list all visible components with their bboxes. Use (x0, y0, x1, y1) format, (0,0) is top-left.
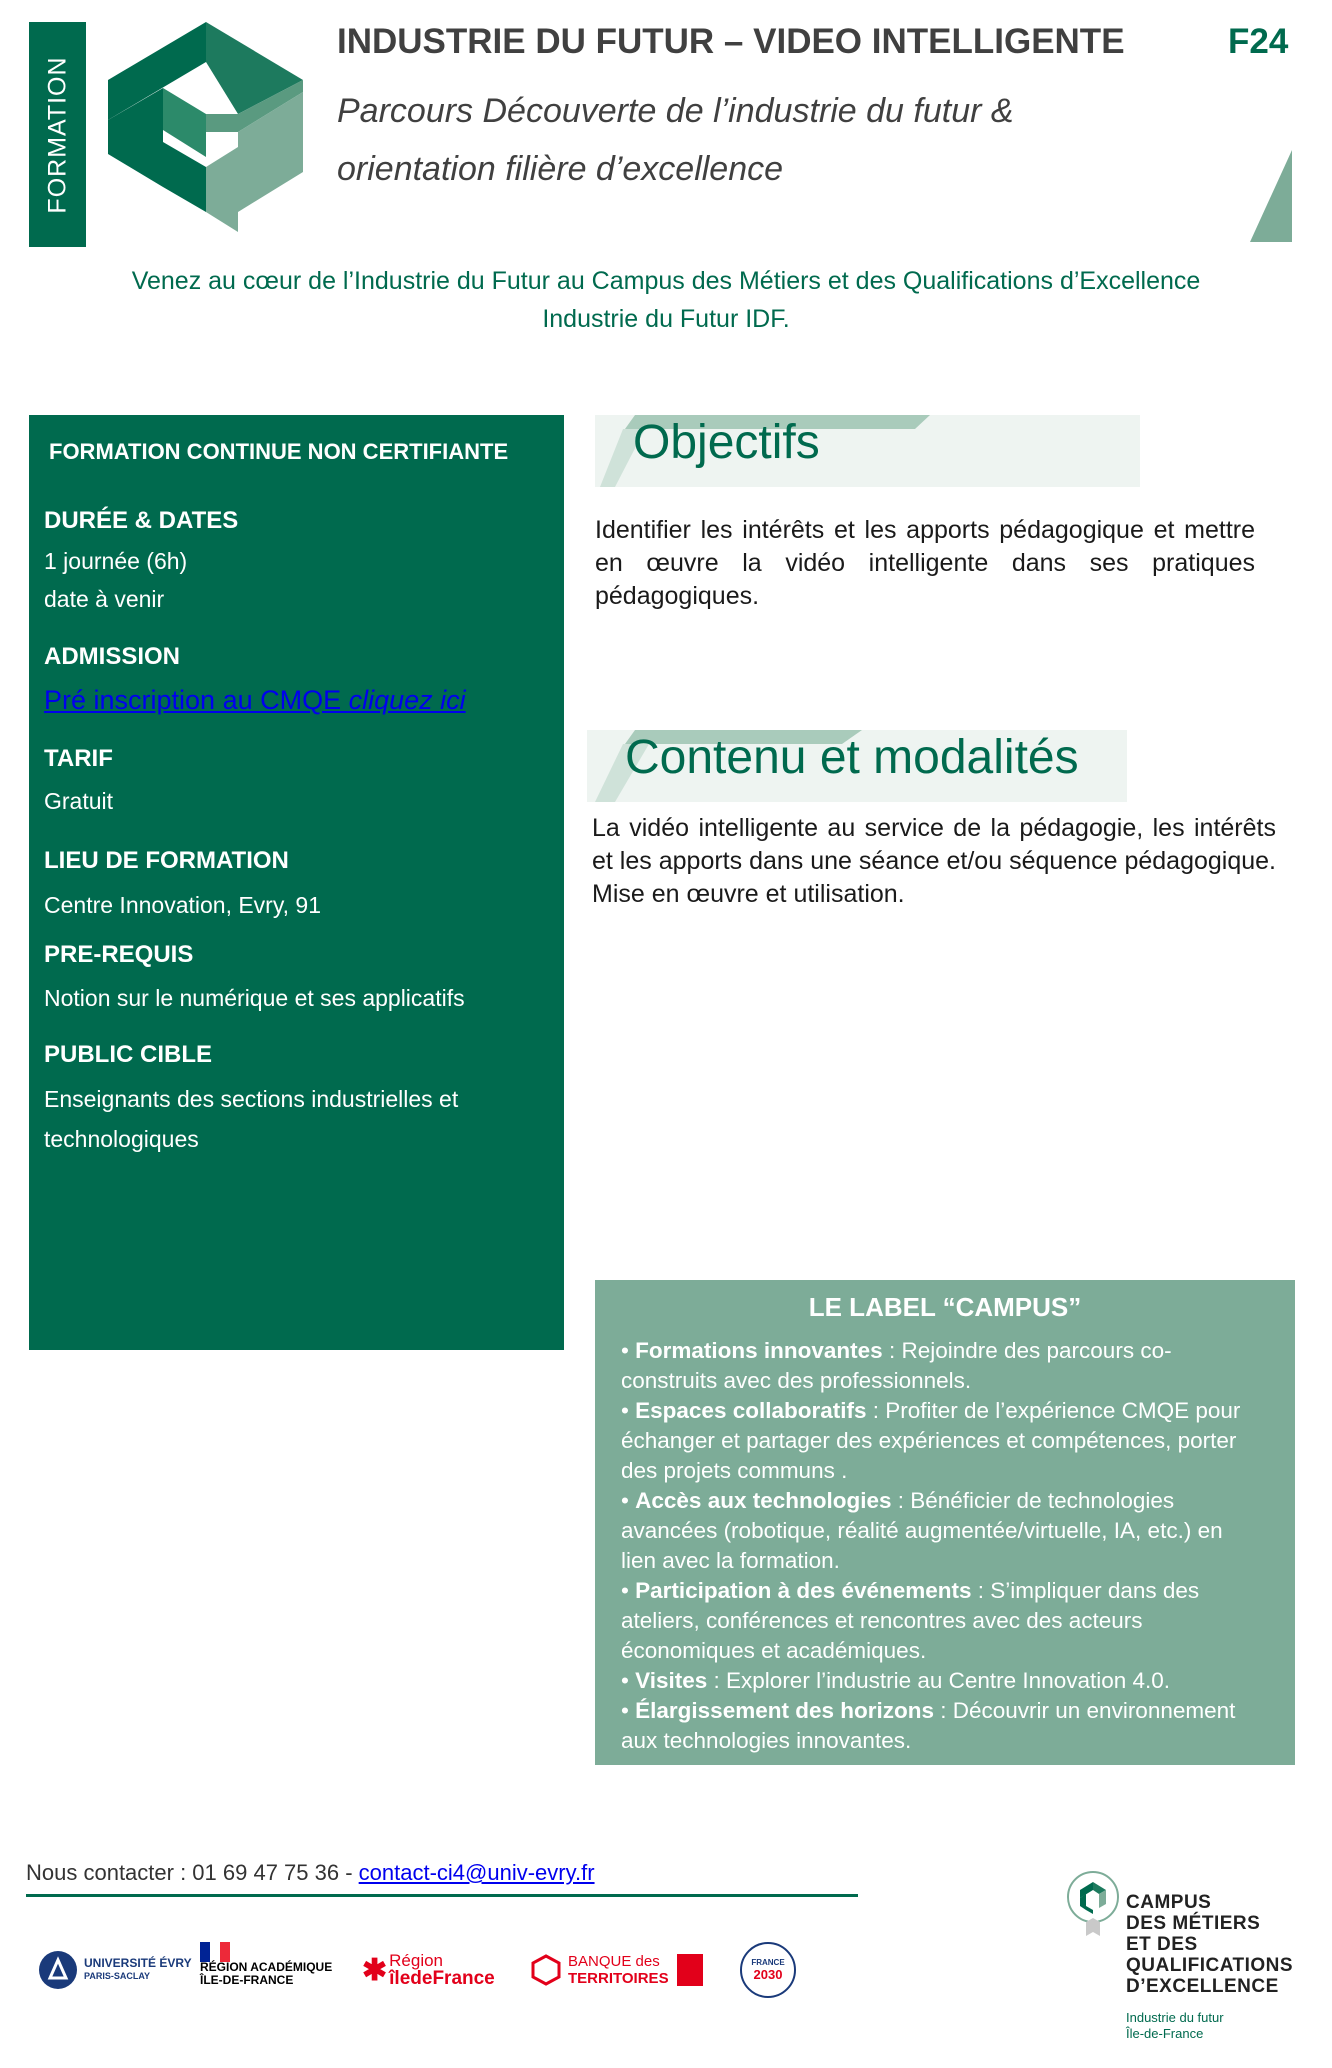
list-item: • Accès aux technologies : Bénéficier de technologies avancées (robotique, réalité augmentée/virtuelle, IA, etc.) en lien avec la formation. (621, 1488, 1223, 1573)
list-item: • Participation à des événements : S’impliquer dans des ateliers, conférences et rencontres avec des acteurs économiques et académiques. (621, 1578, 1200, 1663)
cliquez-ici-text: cliquez ici (348, 685, 466, 715)
caisse-depots-icon (677, 1954, 703, 1986)
corner-triangle-icon (1250, 150, 1292, 242)
info-panel (29, 415, 564, 1350)
objectifs-text: Identifier les intérêts et les apports pédagogique et mettre en œuvre la vidéo intelligente dans ses pratiques pédagogiques. (595, 516, 1255, 610)
preinscription-link[interactable] (44, 685, 466, 716)
campus-sub-line: Île-de-France (1126, 2026, 1204, 2041)
france-2030-line2: 2030 (753, 1967, 783, 1982)
region-academique-logo (200, 1940, 332, 2000)
item-text: : S’impliquer dans des ateliers, conférences et rencontres avec des acteurs économiques et académiques. (621, 1578, 1200, 1663)
formation-code: F24 (1228, 22, 1289, 61)
evry-line1: UNIVERSITÉ ÉVRY (84, 1956, 192, 1970)
list-item: • Élargissement des horizons : Découvrir un environnement aux technologies innovantes. (621, 1698, 1236, 1753)
subtitle-line: Parcours Découverte de l’industrie du futur & (337, 92, 1014, 130)
label-campus-box (595, 1280, 1295, 1765)
campus-line: CAMPUS (1126, 1892, 1212, 1913)
item-text: : Bénéficier de technologies avancées (robotique, réalité augmentée/virtuelle, IA, etc.) en lien avec la formation. (621, 1488, 1223, 1573)
preinscription-link-text: Pré inscription au CMQE (44, 685, 349, 715)
marianne-flag-icon (200, 1942, 230, 1962)
campus-line: ET DES (1126, 1934, 1198, 1955)
item-bold: Accès aux technologies (635, 1488, 892, 1513)
region-idf-line1: Région (389, 1951, 444, 1970)
footer-divider (26, 1894, 858, 1897)
page-title: INDUSTRIE DU FUTUR – VIDEO INTELLIGENTE (337, 22, 1125, 61)
public-value: Enseignants des sections industrielles et technologiques (44, 1086, 459, 1152)
banque-line2: TERRITOIRES (568, 1970, 669, 1987)
campus-cube-logo-icon (108, 22, 303, 232)
france-2030-badge-icon (740, 1942, 796, 1998)
side-label: FORMATION (43, 55, 71, 214)
tarif-value: Gratuit (44, 788, 114, 814)
prerequis-heading: PRE-REQUIS (44, 941, 194, 968)
region-acad-line1: RÉGION ACADÉMIQUE (200, 1960, 333, 1974)
contact-phone: Nous contacter : 01 69 47 75 36 - (26, 1860, 359, 1885)
item-text: : Profiter de l’expérience CMQE pour échanger et partager des expériences et compétences, porter des projets communs . (621, 1398, 1241, 1483)
label-list (621, 1336, 1261, 1756)
banque-line1: BANQUE des (568, 1953, 660, 1970)
campus-sub-line: Industrie du futur (1126, 2010, 1224, 2025)
item-text: : Découvrir un environnement aux technologies innovantes. (621, 1698, 1236, 1753)
star-icon: ✱ (362, 1953, 388, 1987)
region-idf-line2: îledeFrance (389, 1968, 495, 1989)
objectifs-banner (595, 415, 1140, 487)
list-item: • Formations innovantes : Rejoindre des parcours co-construits avec des professionnels. (621, 1338, 1172, 1393)
campus-badge-icon (1066, 1870, 1120, 1940)
subtitle-line: orientation filière d’excellence (337, 150, 784, 188)
label-title: LE LABEL “CAMPUS” (808, 1292, 1082, 1322)
contenu-text: La vidéo intelligente au service de la pédagogie, les intérêts et les apports dans une séance et/ou séquence pédagogique. Mise en œuvre et utilisation. (592, 814, 1276, 908)
item-bold: Formations innovantes (635, 1338, 883, 1363)
hexagon-icon (530, 1954, 562, 1986)
banque-territoires-logo (530, 1940, 703, 2000)
item-bold: Participation à des événements (635, 1578, 972, 1603)
lieu-value: Centre Innovation, Evry, 91 (44, 892, 321, 918)
item-text: : Rejoindre des parcours co-construits avec des professionnels. (621, 1338, 1172, 1393)
public-heading: PUBLIC CIBLE (44, 1041, 212, 1068)
objectifs-title: Objectifs (633, 416, 820, 469)
contenu-title: Contenu et modalités (625, 731, 1079, 784)
campus-line: DES MÉTIERS (1126, 1913, 1261, 1934)
panel-heading: FORMATION CONTINUE NON CERTIFIANTE (49, 439, 509, 464)
page-subtitle (337, 82, 1137, 198)
admission-heading: ADMISSION (44, 643, 181, 670)
item-bold: Élargissement des horizons (635, 1698, 934, 1723)
campus-subtitle (1126, 2010, 1276, 2042)
contact-line (26, 1860, 595, 1886)
item-text: : Explorer l’industrie au Centre Innovation 4.0. (707, 1668, 1171, 1693)
duree-heading: DURÉE & DATES (44, 507, 239, 534)
region-idf-logo (362, 1940, 495, 2000)
intro-line: Venez au cœur de l’Industrie du Futur au Campus des Métiers et des Qualifications d’Excellence (131, 267, 1201, 295)
region-acad-line2: ÎLE-DE-FRANCE (200, 1973, 294, 1987)
contact-email-link[interactable]: contact-ci4@univ-evry.fr (358, 1860, 595, 1885)
evry-line2: PARIS-SACLAY (84, 1971, 151, 1981)
intro-text (60, 262, 1272, 338)
item-bold: Visites (635, 1668, 708, 1693)
list-item: • Visites : Explorer l’industrie au Centre Innovation 4.0. (621, 1668, 1171, 1693)
item-bold: Espaces collaboratifs (635, 1398, 867, 1423)
tarif-heading: TARIF (44, 745, 113, 772)
campus-line: D’EXCELLENCE (1126, 1976, 1279, 1997)
lieu-heading: LIEU DE FORMATION (44, 847, 289, 874)
campus-excellence-logo (1066, 1870, 1306, 2060)
france-2030-logo (740, 1940, 796, 2000)
intro-line: Industrie du Futur IDF. (542, 305, 790, 333)
contenu-banner (587, 730, 1127, 802)
duree-value: 1 journée (6h) (44, 548, 188, 574)
universite-evry-logo (38, 1940, 192, 2000)
dates-value: date à venir (44, 586, 165, 612)
formation-side-bar (29, 22, 86, 247)
evry-emblem-icon (38, 1950, 78, 1990)
campus-line: QUALIFICATIONS (1126, 1955, 1294, 1976)
prerequis-value: Notion sur le numérique et ses applicatifs (44, 985, 465, 1011)
france-2030-line1: FRANCE (751, 1958, 785, 1967)
list-item: • Espaces collaboratifs : Profiter de l’expérience CMQE pour échanger et partager des expériences et compétences, porter des projets communs . (621, 1398, 1241, 1483)
campus-name (1126, 1892, 1293, 1997)
